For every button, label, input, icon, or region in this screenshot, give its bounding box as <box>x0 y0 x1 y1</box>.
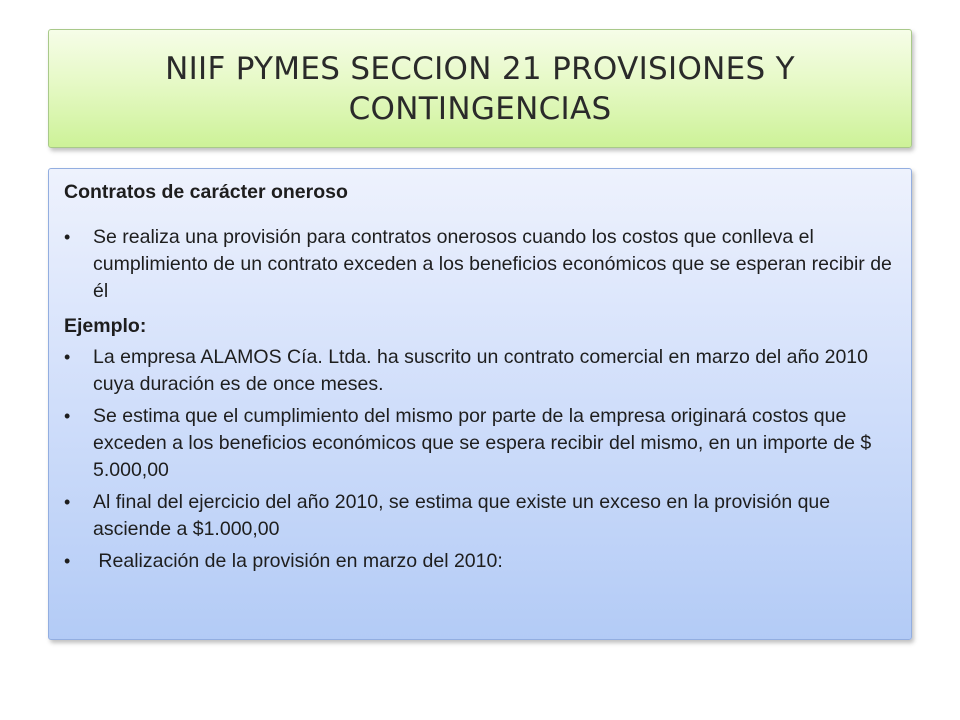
bullet-item <box>64 548 897 575</box>
bullet-item <box>64 344 897 398</box>
example-heading: Ejemplo: <box>64 315 147 337</box>
bullet-item <box>64 489 897 543</box>
section-heading: Contratos de carácter oneroso <box>64 181 348 203</box>
bullet-icon: • <box>64 227 71 247</box>
bullet-icon: • <box>64 551 71 571</box>
example-bullet-list <box>64 344 897 575</box>
bullet-text: Se realiza una provisión para contratos onerosos cuando los costos que conlleva el cumplimiento de un contrato exceden a los beneficios económicos que se esperan recibir de él <box>93 226 892 302</box>
bullet-icon: • <box>64 406 71 426</box>
bullet-text: Realización de la provisión en marzo del 2010: <box>93 550 503 572</box>
bullet-icon: • <box>64 492 71 512</box>
intro-bullet-list <box>64 224 897 305</box>
slide-title: NIIF PYMES SECCION 21 PROVISIONES Y CONTINGENCIAS <box>165 50 795 127</box>
bullet-text: Se estima que el cumplimiento del mismo por parte de la empresa originará costos que exceden a los beneficios económicos que se espera recibir del mismo, en un importe de $ 5.000,00 <box>93 405 872 481</box>
content-box <box>48 168 912 640</box>
bullet-item <box>64 224 897 305</box>
bullet-text: La empresa ALAMOS Cía. Ltda. ha suscrito un contrato comercial en marzo del año 2010 cuya duración es de once meses. <box>93 346 869 395</box>
title-box <box>48 29 912 148</box>
bullet-icon: • <box>64 347 71 367</box>
bullet-item <box>64 403 897 484</box>
bullet-text: Al final del ejercicio del año 2010, se estima que existe un exceso en la provisión que asciende a $1.000,00 <box>93 491 831 540</box>
